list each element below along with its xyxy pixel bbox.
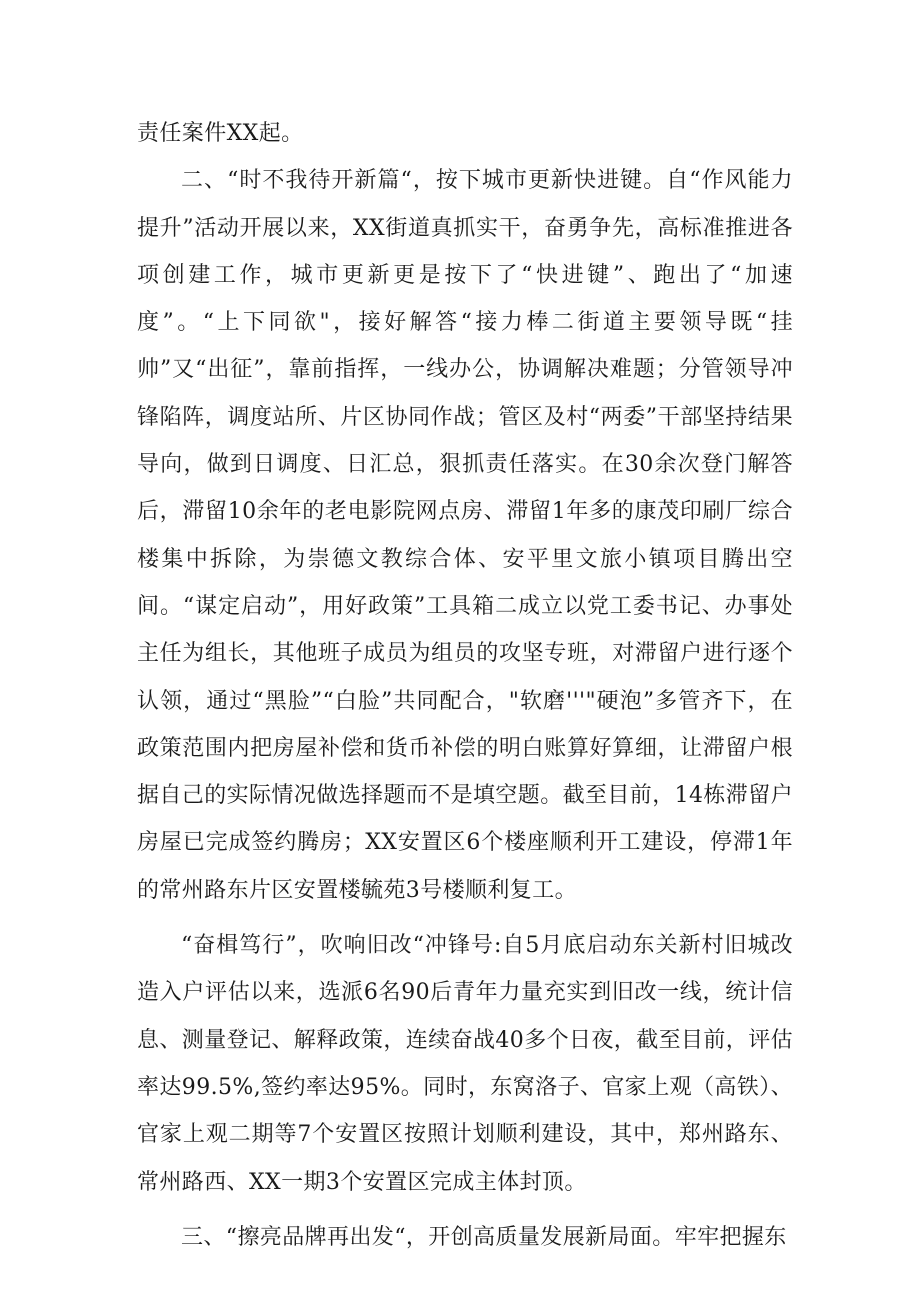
paragraph-section-two: 二、“时不我待开新篇“，按下城市更新快进键。自“作风能力提升”活动开展以来，XX街道真抓实干，奋勇争先，高标准推进各项创建工作，城市更新更是按下了“快进键”、跑出了“加速度”。“上下同欲"，接好解答“接力棒二街道主要领导既“挂帅”又“出征”，靠前指挥，一线办公，协调解决难题；分管领导冲锋陷阵，调度站所、片区协同作战；管区及村“两委”干部坚持结果导向，做到日调度、日汇总，狠抓责任落实。在30余次登门解答后，滞留10余年的老电影院网点房、滞留1年多的康茂印刷厂综合楼集中拆除，为崇德文教综合体、安平里文旅小镇项目腾出空间。“谋定启动”，用好政策”工具箱二成立以党工委书记、办事处主任为组长，其他班子成员为组员的攻坚专班，对滞留户进行逐个认领，通过“黑脸”“白脸”共同配合，"软磨'''"硬泡”多管齐下，在政策范围内把房屋补偿和货币补偿的明白账算好算细，让滞留户根据自己的实际情况做选择题而不是填空题。截至目前，14栋滞留户房屋已完成签约腾房；XX安置区6个楼座顺利开工建设，停滞1年的常州路东片区安置楼毓苑3号楼顺利复工。	[137, 168, 793, 903]
paragraph-continuation: 责任案件XX起。	[137, 121, 304, 146]
paragraph-old-city-renovation: “奋楫笃行”，吹响旧改“冲锋号:自5月底启动东关新村旧城改造入户评估以来，选派6名90后青年力量充实到旧改一线，统计信息、测量登记、解释政策，连续奋战40多个日夜，截至目前，评估率达99.5%,签约率达95%。同时，东窝洛子、官家上观（高铁）、官家上观二期等7个安置区按照计划顺利建设，其中，郑州路东、常州路西、XX一期3个安置区完成主体封顶。	[137, 933, 793, 1195]
paragraph-section-three: 三、“擦亮品牌再出发“，开创高质量发展新局面。牢牢把握东	[181, 1224, 787, 1250]
document-body	[137, 110, 793, 1261]
